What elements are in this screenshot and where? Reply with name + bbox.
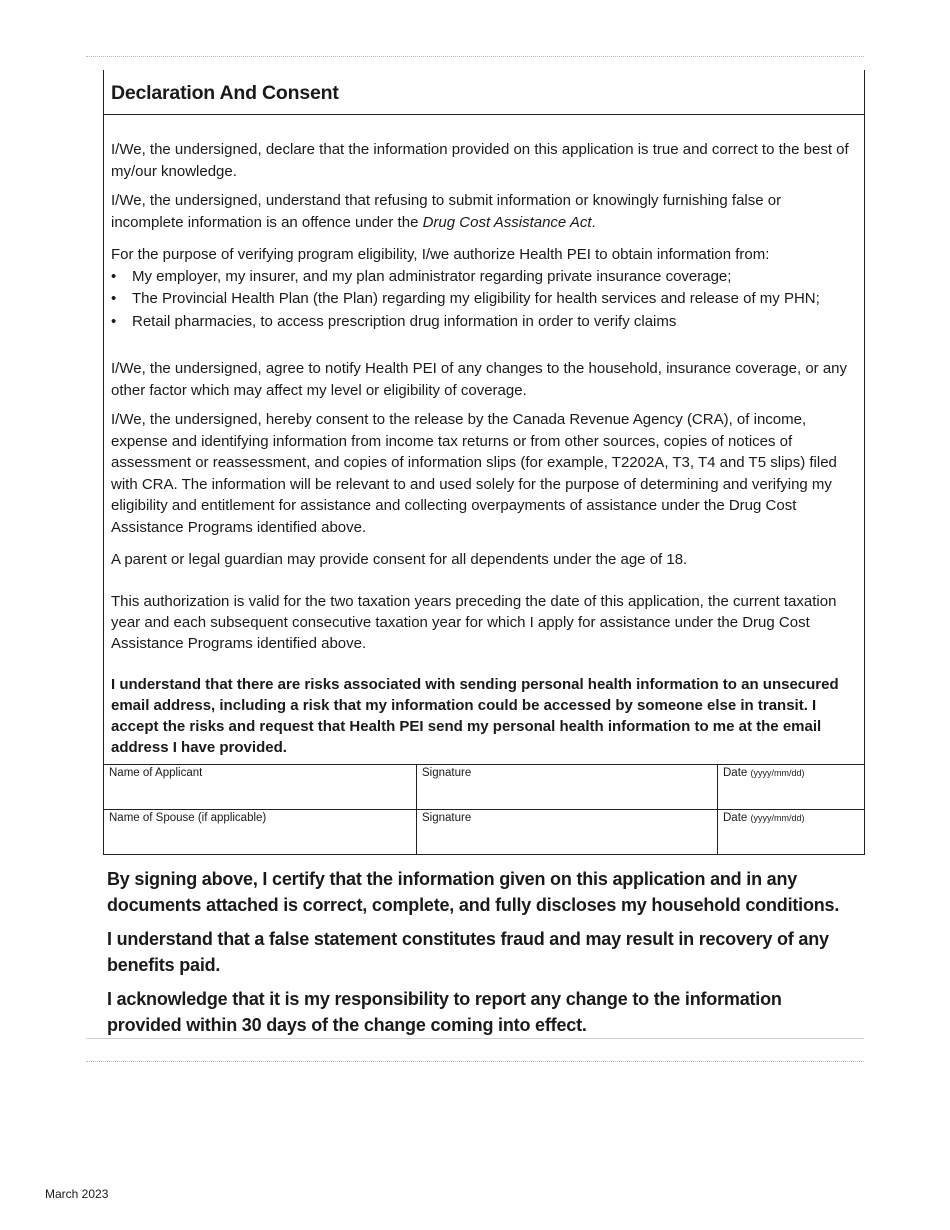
certification-statement: By signing above, I certify that the information given on this application and in any documents attached is correct, complete, and fully discloses my household conditions. (107, 869, 840, 915)
responsibility-statement: I acknowledge that it is my responsibility to report any change to the information provided within 30 days of the change coming into effect. (107, 989, 782, 1035)
bottom-divider-dotted (86, 1061, 864, 1062)
date-format-hint: (yyyy/mm/dd) (750, 768, 805, 778)
authorization-paragraph: For the purpose of verifying program eligibility, I/we authorize Health PEI to obtain information from: (111, 246, 770, 263)
notify-paragraph: I/We, the undersigned, agree to notify Health PEI of any changes to the household, insurance coverage, or any other factor which may affect my level or eligibility of coverage. (111, 360, 848, 399)
date-format-hint: (yyyy/mm/dd) (750, 813, 805, 823)
act-name: Drug Cost Assistance Act (422, 213, 592, 231)
applicant-name-field[interactable] (104, 765, 417, 810)
offence-text: I/We, the undersigned, understand that refusing to submit information or knowingly furnishing false or incomplete information is an offence under the (111, 192, 782, 231)
footer-date: March 2023 (45, 1187, 109, 1201)
email-risk-paragraph: I understand that there are risks associated with sending personal health information to an unsecured email address, including a risk that my information could be accessed by someone else in transit. I accept the risks and request that Health PEI send my personal health information to me at the email address I have provided. (111, 676, 839, 756)
applicant-name-label: Name of Applicant (109, 767, 203, 779)
signature-table (103, 764, 865, 855)
list-item-text: The Provincial Health Plan (the Plan) regarding my eligibility for health services and release of my PHN; (132, 290, 820, 307)
validity-paragraph: This authorization is valid for the two taxation years preceding the date of this application, the current taxation year and each subsequent consecutive taxation year for which I apply for assistance under the Drug Cost Assistance Programs identified above. (111, 593, 837, 652)
spouse-name-label: Name of Spouse (if applicable) (109, 812, 267, 824)
bullet-icon: • (111, 313, 117, 330)
list-item-text: My employer, my insurer, and my plan administrator regarding private insurance coverage; (132, 268, 732, 285)
section-header (104, 70, 864, 115)
declaration-section (103, 70, 865, 764)
declaration-paragraph: I/We, the undersigned, declare that the information provided on this application is true and correct to the best of my/our knowledge. (111, 141, 849, 180)
applicant-signature-field[interactable] (417, 765, 718, 810)
offence-end: . (591, 213, 596, 231)
top-divider (86, 56, 864, 57)
list-item-text: Retail pharmacies, to access prescription drug information in order to verify claims (132, 313, 677, 330)
spouse-signature-field[interactable] (417, 810, 718, 855)
signature-label: Signature (422, 812, 472, 824)
bullet-icon: • (111, 290, 117, 307)
table-row (104, 765, 865, 810)
bottom-divider (86, 1038, 864, 1039)
cra-consent-paragraph: I/We, the undersigned, hereby consent to the release by the Canada Revenue Agency (CRA), of income, expense and identifying information from income tax returns or from other sources, copies of notices of assessment or reassessment, and copies of information slips (for example, T2202A, T3, T4 and T5 slips) filed with CRA. The information will be relevant to and used solely for the purpose of determining and verifying my eligibility and entitlement for assistance and collecting overpayments of assistance under the Drug Cost Assistance Programs identified above. (111, 411, 837, 536)
spouse-name-field[interactable] (104, 810, 417, 855)
bullet-icon: • (111, 268, 117, 285)
signature-label: Signature (422, 767, 472, 779)
spouse-date-field[interactable] (718, 810, 865, 855)
applicant-date-field[interactable] (718, 765, 865, 810)
section-title: Declaration And Consent (111, 82, 339, 104)
offence-paragraph (111, 190, 856, 233)
date-label: Date (723, 812, 748, 824)
fraud-statement: I understand that a false statement constitutes fraud and may result in recovery of any benefits paid. (107, 929, 829, 975)
table-row (104, 810, 865, 855)
guardian-paragraph: A parent or legal guardian may provide consent for all dependents under the age of 18. (111, 551, 688, 568)
date-label: Date (723, 767, 748, 779)
